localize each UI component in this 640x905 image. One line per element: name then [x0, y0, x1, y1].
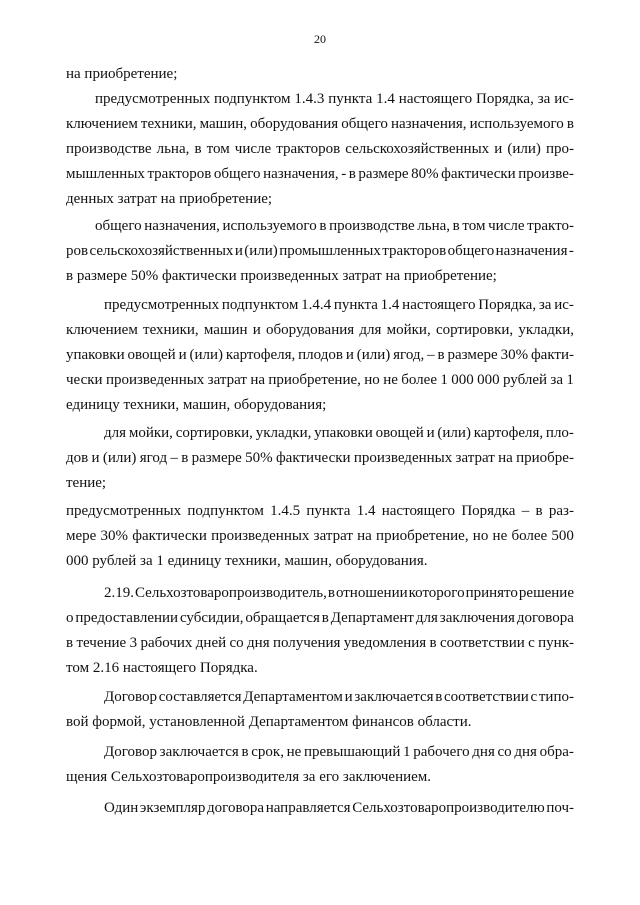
text-line: единицу техники, машин, оборудования; [66, 397, 327, 413]
text-line: ключением техники, машин, оборудования общего назначения, используемого в [66, 116, 574, 132]
text-line: на приобретение; [66, 66, 178, 82]
text-line: предусмотренных подпунктом 1.4.5 пункта 1.4 настоящего Порядка – в раз- [66, 503, 574, 519]
text-line: в размере 50% фактически произведенных затрат на приобретение; [66, 268, 497, 284]
page-number: 20 [314, 32, 326, 46]
text-line: о предоставлении субсидии, обращается в Департамент для заключения договора [66, 610, 574, 626]
text-line: вой формой, установленной Департаментом финансов области. [66, 714, 472, 730]
text-line: 000 рублей за 1 единицу техники, машин, оборудования. [66, 553, 428, 569]
text-line: для мойки, сортировки, укладки, упаковки овощей и (или) картофеля, пло- [104, 425, 574, 441]
text-line: производстве льна, в том числе тракторов сельскохозяйственных и (или) про- [66, 141, 574, 157]
text-line: Один экземпляр договора направляется Сельхозтоваропроизводителю поч- [104, 800, 574, 816]
text-line: в течение 3 рабочих дней со дня получения уведомления в соответствии с пунк- [66, 635, 574, 651]
text-line: 2.19. Сельхозтоваропроизводитель, в отношении которого принято решение [104, 585, 574, 601]
text-line: общего назначения, используемого в производстве льна, в том числе тракто- [95, 218, 574, 234]
text-line: чески произведенных затрат на приобретение, но не более 1 000 000 рублей за 1 [66, 372, 574, 388]
text-line: Договор заключается в срок, не превышающий 1 рабочего дня со дня обра- [104, 744, 574, 760]
text-line: мере 30% фактически произведенных затрат на приобретение, но не более 500 [66, 528, 574, 544]
text-line: предусмотренных подпунктом 1.4.3 пункта 1.4 настоящего Порядка, за ис- [95, 91, 574, 107]
text-line: предусмотренных подпунктом 1.4.4 пункта 1.4 настоящего Порядка, за ис- [104, 297, 574, 313]
text-line: том 2.16 настоящего Порядка. [66, 660, 258, 676]
text-line: тение; [66, 475, 107, 491]
text-line: Договор составляется Департаментом и заключается в соответствии с типо- [104, 689, 574, 705]
text-line: ров сельскохозяйственных и (или) промышленных тракторов общего назначения - [66, 243, 574, 259]
text-line: щения Сельхозтоваропроизводителя за его заключением. [66, 769, 432, 785]
text-line: ключением техники, машин и оборудования для мойки, сортировки, укладки, [66, 322, 574, 338]
text-line: денных затрат на приобретение; [66, 191, 273, 207]
text-line: дов и (или) ягод – в размере 50% фактически произведенных затрат на приобре- [66, 450, 574, 466]
text-line: мышленных тракторов общего назначения, - в размере 80% фактически произве- [66, 166, 574, 182]
text-line: упаковки овощей и (или) картофеля, плодов и (или) ягод, – в размере 30% факти- [66, 347, 574, 363]
